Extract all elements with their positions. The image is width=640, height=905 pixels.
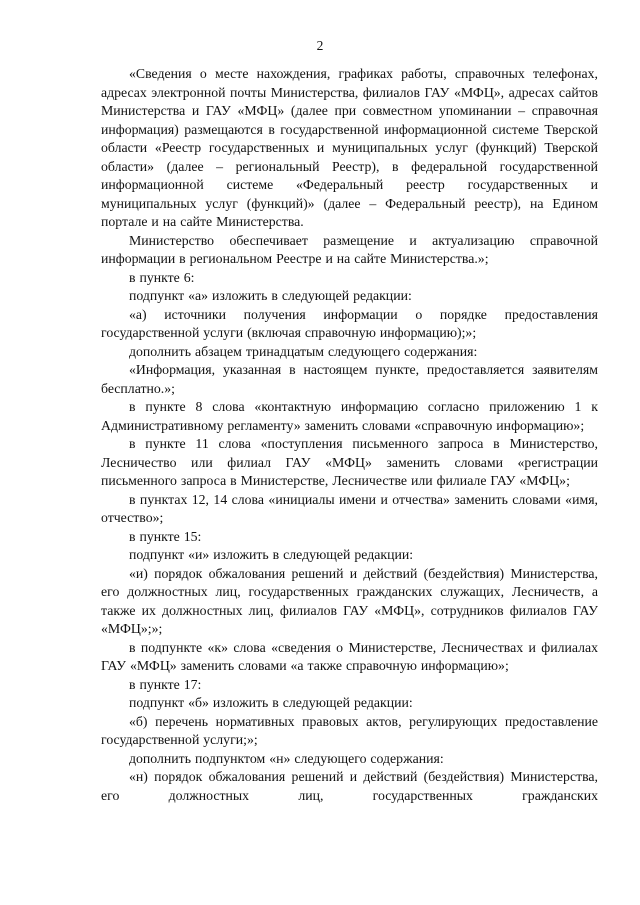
page-number: 2 (316, 38, 324, 53)
paragraph-ministry-updates: Министерство обеспечивает размещение и актуализацию справочной информации в региональном Реестре и на сайте Министерства.»; (101, 232, 598, 266)
paragraph-add-thirteenth: дополнить абзацем тринадцатым следующего содержания: (129, 343, 478, 359)
paragraph-reference-info: «Сведения о месте нахождения, графиках работы, справочных телефонах, адресах электронной почты Министерства, филиалов ГАУ «МФЦ», адресах сайтов Министерства и ГАУ «МФЦ» (далее при совместном упоминании – справочная информация) размещаются в государственной информационной системе Тверской области «Реестр государственных и муниципальных услуг (функций) Тверской области» (далее – региональный Реестр), в федеральной государственной информационной системе «Федеральный реестр государственных и муниципальных услуг (функций)» (далее – Федеральный реестр), на Едином портале и на сайте Министерства. (101, 66, 598, 229)
paragraph-subitem-k: в подпункте «к» слова «сведения о Министерстве, Лесничествах и филиалах ГАУ «МФЦ» заменить словами «а также справочную информацию»; (101, 639, 598, 673)
paragraph-subitem-a-header: подпункт «а» изложить в следующей редакции: (129, 288, 412, 303)
paragraph-subitem-a-text: «а) источники получения информации о порядке предоставления государственной услуги (включая справочную информацию);»; (101, 306, 598, 340)
paragraph-subitem-n-text: «н) порядок обжалования решений и действий (бездействия) Министерства, его должностных лиц, государственных гражданских (101, 769, 598, 803)
paragraph-item-8: в пункте 8 слова «контактную информацию согласно приложению 1 к Административному регламенту» заменить словами «справочную информацию»; (101, 399, 598, 433)
paragraph-item-17: в пункте 17: (129, 676, 202, 692)
paragraph-add-subitem-n: дополнить подпунктом «н» следующего содержания: (129, 750, 444, 766)
paragraph-subitem-i-header: подпункт «и» изложить в следующей редакции: (129, 547, 414, 562)
paragraph-items-12-14: в пунктах 12, 14 слова «инициалы имени и отчества» заменить словами «имя, отчество»; (101, 491, 598, 525)
paragraph-subitem-b-text: «б) перечень нормативных правовых актов, регулирующих предоставление государственной услуги;»; (101, 713, 598, 747)
paragraph-item-15: в пункте 15: (129, 528, 202, 544)
paragraph-subitem-i-text: «и) порядок обжалования решений и действий (бездействия) Министерства, его должностных лиц, государственных гражданских служащих, Лесничеств, а также их должностных лиц, филиалов ГАУ «МФЦ», сотрудников филиалов ГАУ «МФЦ»;»; (101, 565, 598, 636)
document-body (101, 65, 598, 805)
paragraph-info-free: «Информация, указанная в настоящем пункте, предоставляется заявителям бесплатно.»; (101, 362, 598, 396)
paragraph-item-6: в пункте 6: (129, 269, 195, 285)
paragraph-item-11: в пункте 11 слова «поступления письменного запроса в Министерство, Лесничество или филиал ГАУ «МФЦ» заменить словами «регистрации письменного запроса в Министерстве, Лесничестве или филиале ГАУ «МФЦ»; (101, 436, 598, 488)
paragraph-subitem-b-header: подпункт «б» изложить в следующей редакции: (129, 695, 413, 710)
